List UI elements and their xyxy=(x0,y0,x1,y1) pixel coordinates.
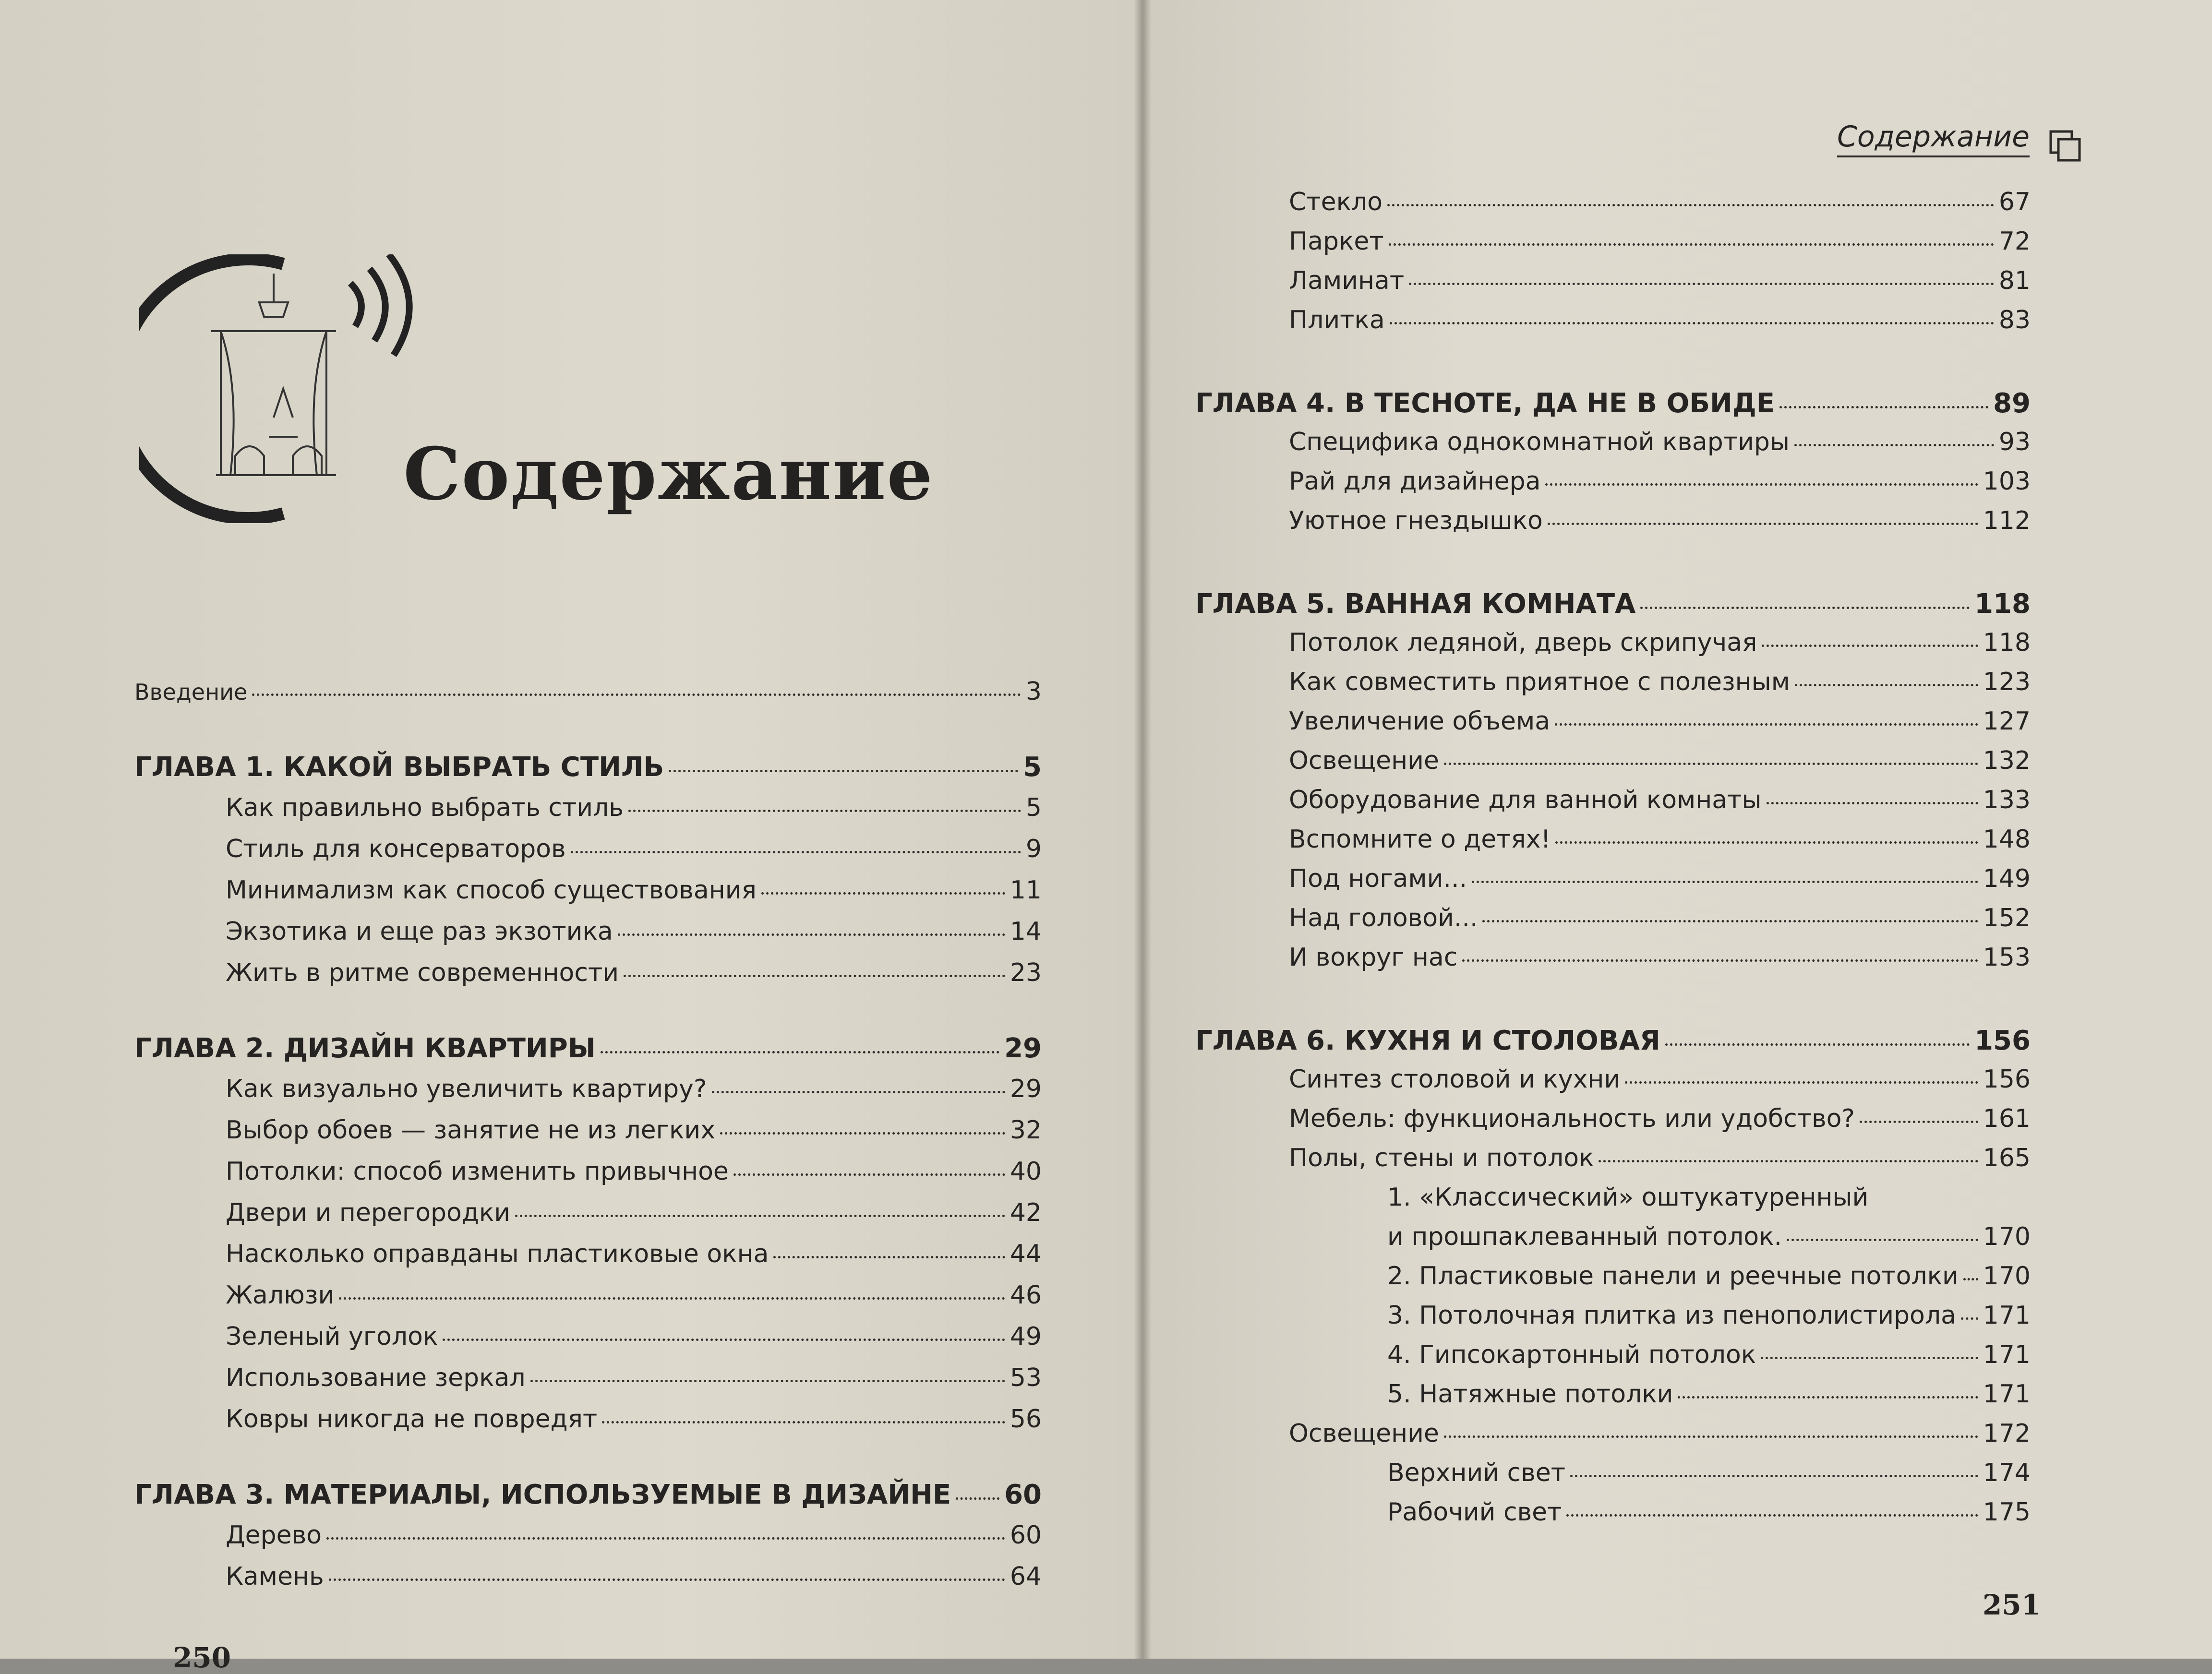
toc-entry xyxy=(1289,308,2031,333)
interior-illustration-icon xyxy=(139,254,427,523)
running-head: Содержание xyxy=(1837,120,2030,157)
dot-leader xyxy=(720,1132,1005,1135)
toc-entry-label: Верхний свет xyxy=(1387,1459,1566,1487)
toc-entry xyxy=(1387,1224,2031,1249)
dot-leader xyxy=(669,770,1018,772)
toc-entry-label: Уютное гнездышко xyxy=(1289,506,1543,535)
toc-entry xyxy=(1289,229,2031,254)
toc-entry xyxy=(1387,1264,2031,1289)
dot-leader xyxy=(1387,204,1994,206)
toc-entry-page: 49 xyxy=(1010,1322,1042,1351)
toc-entry xyxy=(1289,1067,2031,1092)
toc-entry-label: 4. Гипсокартонный потолок xyxy=(1387,1340,1756,1369)
toc-entry xyxy=(1289,469,2031,494)
toc-entry-label: Под ногами... xyxy=(1289,864,1467,893)
toc-entry xyxy=(1289,670,2031,694)
toc-entry-label: ГЛАВА 4. В ТЕСНОТЕ, ДА НЕ В ОБИДЕ xyxy=(1195,388,1775,419)
stacked-squares-icon xyxy=(2049,130,2082,163)
toc-entry-label: и прошпаклеванный потолок. xyxy=(1387,1222,1782,1251)
toc-chapter-entry xyxy=(1195,390,2031,417)
toc-entry xyxy=(1289,630,2031,655)
toc-entry-label: 1. «Классический» оштукатуренный xyxy=(1387,1183,1869,1212)
dot-leader xyxy=(1545,483,1978,486)
toc-entry xyxy=(1289,906,2031,931)
dot-leader xyxy=(1860,1121,1978,1123)
toc-entry-page: 172 xyxy=(1983,1419,2031,1448)
toc-entry-label: Рай для дизайнера xyxy=(1289,467,1541,496)
dot-leader xyxy=(571,851,1021,853)
toc-entry xyxy=(1289,268,2031,293)
toc-entry-page: 127 xyxy=(1983,707,2031,736)
toc-entry-page: 156 xyxy=(1983,1065,2031,1094)
toc-entry-label: ГЛАВА 6. КУХНЯ И СТОЛОВАЯ xyxy=(1195,1025,1660,1056)
toc-entry-label: Зеленый уголок xyxy=(226,1322,438,1351)
dot-leader xyxy=(515,1215,1005,1217)
dot-leader xyxy=(1787,1239,1978,1241)
toc-entry-page: 32 xyxy=(1010,1116,1042,1145)
toc-entry-page: 44 xyxy=(1010,1240,1042,1268)
toc-entry xyxy=(1387,1500,2031,1525)
toc-entry xyxy=(226,919,1042,944)
toc-entry-label: Синтез столовой и кухни xyxy=(1289,1065,1621,1094)
toc-entry-label: Оборудование для ванной комнаты xyxy=(1289,786,1762,814)
toc-entry-page: 156 xyxy=(1974,1025,2031,1056)
toc-entry-page: 132 xyxy=(1983,746,2031,775)
dot-leader xyxy=(1566,1514,1978,1517)
toc-entry xyxy=(226,795,1042,820)
dot-leader xyxy=(601,1051,999,1053)
toc-entry-page: 170 xyxy=(1983,1262,2031,1291)
toc-entry-label: Вспомните о детях! xyxy=(1289,825,1551,854)
toc-entry-page: 103 xyxy=(1983,467,2031,496)
toc-entry xyxy=(226,1324,1042,1349)
toc-entry-label: Дерево xyxy=(226,1521,322,1550)
toc-entry-page: 118 xyxy=(1974,588,2031,620)
toc-entry-label: Как совместить приятное с полезным xyxy=(1289,668,1790,696)
toc-entry xyxy=(1289,866,2031,891)
toc-entry xyxy=(226,1564,1042,1589)
dot-leader xyxy=(1599,1160,1978,1162)
toc-entry xyxy=(1289,430,2031,454)
toc-entry xyxy=(226,1200,1042,1225)
dot-leader xyxy=(339,1297,1005,1300)
toc-entry xyxy=(226,1118,1042,1143)
toc-entry-page: 60 xyxy=(1004,1479,1042,1510)
toc-entry-label: 3. Потолочная плитка из пенополистирола xyxy=(1387,1301,1956,1330)
toc-entry-page: 153 xyxy=(1983,943,2031,972)
dot-leader xyxy=(1794,444,1994,446)
dot-leader xyxy=(1795,684,1978,686)
toc-entry xyxy=(226,1365,1042,1390)
toc-entry xyxy=(226,1523,1042,1548)
toc-entry-page: 56 xyxy=(1010,1405,1042,1434)
toc-entry-page: 171 xyxy=(1983,1301,2031,1330)
dot-leader xyxy=(761,892,1005,895)
dot-leader xyxy=(1767,802,1978,804)
dot-leader xyxy=(1555,723,1978,726)
dot-leader xyxy=(1472,881,1978,883)
toc-entry xyxy=(226,960,1042,985)
dot-leader xyxy=(956,1497,999,1500)
toc-entry-page: 170 xyxy=(1983,1222,2031,1251)
toc-entry-page: 5 xyxy=(1025,793,1042,822)
toc-entry-page: 46 xyxy=(1010,1281,1042,1310)
dot-leader xyxy=(252,694,1021,696)
toc-entry-page: 118 xyxy=(1983,628,2031,657)
toc-entry-label: Освещение xyxy=(1289,1419,1439,1448)
toc-entry xyxy=(1289,190,2031,215)
page-number-right: 251 xyxy=(1983,1589,2041,1621)
toc-entry-page: 133 xyxy=(1983,786,2031,814)
dot-leader xyxy=(733,1173,1005,1176)
toc-entry-label: Освещение xyxy=(1289,746,1439,775)
dot-leader xyxy=(1961,1317,1978,1320)
toc-entry xyxy=(1289,1106,2031,1131)
toc-entry-label: Жалюзи xyxy=(226,1281,335,1310)
toc-entry-page: 42 xyxy=(1010,1198,1042,1227)
toc-entry-page: 174 xyxy=(1983,1459,2031,1487)
toc-entry xyxy=(1387,1460,2031,1485)
dot-leader xyxy=(1678,1396,1978,1399)
toc-entry-label: Камень xyxy=(226,1562,324,1591)
toc-entry xyxy=(226,1242,1042,1267)
dot-leader xyxy=(326,1537,1005,1540)
toc-entry-page: 165 xyxy=(1983,1144,2031,1172)
toc-entry-page: 171 xyxy=(1983,1340,2031,1369)
toc-entry-label: Использование зеркал xyxy=(226,1363,526,1392)
book-gutter xyxy=(1134,0,1151,1659)
toc-entry-label: Над головой... xyxy=(1289,904,1478,933)
toc-entry-label: Как правильно выбрать стиль xyxy=(226,793,624,822)
toc-entry-label: Ламинат xyxy=(1289,266,1405,295)
toc-entry-page: 89 xyxy=(1993,388,2031,419)
dot-leader xyxy=(1409,283,1994,285)
dot-leader xyxy=(1963,1278,1978,1280)
toc-entry xyxy=(1387,1303,2031,1328)
toc-entry-page: 3 xyxy=(1025,677,1042,706)
toc-entry-page: 152 xyxy=(1983,904,2031,933)
dot-leader xyxy=(1390,322,1994,324)
toc-entry-label: Введение xyxy=(134,679,248,705)
toc-entry xyxy=(226,1159,1042,1184)
toc-entry-label: ГЛАВА 2. ДИЗАЙН КВАРТИРЫ xyxy=(134,1033,596,1064)
toc-entry-page: 112 xyxy=(1983,506,2031,535)
toc-entry-page: 29 xyxy=(1010,1075,1042,1103)
toc-entry-label: Стиль для консерваторов xyxy=(226,835,566,863)
toc-entry-page: 123 xyxy=(1983,668,2031,696)
dot-leader xyxy=(329,1578,1005,1581)
toc-chapter-entry xyxy=(1195,1025,2031,1056)
toc-entry-label: Ковры никогда не повредят xyxy=(226,1405,598,1434)
toc-entry-page: 161 xyxy=(1983,1104,2031,1133)
toc-entry-page: 93 xyxy=(1998,428,2031,456)
dot-leader xyxy=(1762,645,1978,647)
dot-leader xyxy=(624,975,1005,977)
page-title: Содержание xyxy=(403,432,934,516)
toc-entry xyxy=(1387,1382,2031,1407)
dot-leader xyxy=(628,810,1021,812)
toc-entry xyxy=(1289,508,2031,533)
toc-chapter-entry xyxy=(134,1479,1042,1510)
toc-entry-label: Мебель: функциональность или удобство? xyxy=(1289,1104,1855,1133)
toc-chapter-entry xyxy=(134,754,1042,781)
toc-entry xyxy=(1289,827,2031,852)
toc-entry-page: 83 xyxy=(1998,306,2031,335)
toc-entry-label: Полы, стены и потолок xyxy=(1289,1144,1594,1172)
page-number-left: 250 xyxy=(173,1641,231,1674)
dot-leader xyxy=(1779,406,1988,408)
toc-entry-page: 64 xyxy=(1010,1562,1042,1591)
toc-entry-label: Стекло xyxy=(1289,188,1383,216)
dot-leader xyxy=(602,1421,1005,1423)
dot-leader xyxy=(1548,523,1978,525)
toc-entry-label: 2. Пластиковые панели и реечные потолки xyxy=(1387,1262,1959,1291)
toc-entry xyxy=(226,1283,1042,1308)
dot-leader xyxy=(1482,920,1978,922)
toc-entry xyxy=(134,679,1042,704)
dot-leader xyxy=(1665,1043,1970,1046)
toc-entry-page: 171 xyxy=(1983,1380,2031,1409)
toc-entry-label: Потолок ледяной, дверь скрипучая xyxy=(1289,628,1757,657)
toc-entry xyxy=(226,1076,1042,1101)
toc-chapter-entry xyxy=(134,1035,1042,1062)
dot-leader xyxy=(1389,243,1994,246)
toc-entry-page: 53 xyxy=(1010,1363,1042,1392)
toc-entry-label: Потолки: способ изменить привычное xyxy=(226,1157,729,1186)
toc-entry-label: Плитка xyxy=(1289,306,1385,335)
toc-entry-label: Рабочий свет xyxy=(1387,1498,1562,1527)
toc-entry-label: Экзотика и еще раз экзотика xyxy=(226,917,613,946)
toc-entry xyxy=(1289,709,2031,734)
toc-entry-page: 5 xyxy=(1023,752,1042,783)
toc-entry xyxy=(1289,1421,2031,1446)
toc-entry-page: 9 xyxy=(1025,835,1042,863)
toc-entry-label: Как визуально увеличить квартиру? xyxy=(226,1075,707,1103)
toc-entry xyxy=(1387,1185,2031,1210)
toc-entry-label: Специфика однокомнатной квартиры xyxy=(1289,428,1790,456)
dot-leader xyxy=(1570,1475,1978,1477)
toc-entry-page: 40 xyxy=(1010,1157,1042,1186)
dot-leader xyxy=(443,1339,1005,1341)
toc-entry-page: 72 xyxy=(1998,227,2031,256)
dot-leader xyxy=(1444,1435,1978,1438)
dot-leader xyxy=(773,1256,1005,1258)
dot-leader xyxy=(530,1380,1005,1382)
dot-leader xyxy=(1761,1357,1978,1359)
toc-entry-page: 81 xyxy=(1998,266,2031,295)
dot-leader xyxy=(1625,1081,1978,1084)
toc-entry xyxy=(226,837,1042,861)
toc-entry xyxy=(1289,945,2031,970)
toc-entry-page: 149 xyxy=(1983,864,2031,893)
dot-leader xyxy=(618,933,1005,936)
toc-entry-page: 11 xyxy=(1010,876,1042,905)
toc-entry-label: Жить в ритме современности xyxy=(226,958,619,987)
toc-entry-label: И вокруг нас xyxy=(1289,943,1458,972)
toc-entry-page: 175 xyxy=(1983,1498,2031,1527)
toc-entry-page: 23 xyxy=(1010,958,1042,987)
toc-entry-page: 148 xyxy=(1983,825,2031,854)
toc-entry xyxy=(1289,748,2031,773)
toc-entry-label: ГЛАВА 5. ВАННАЯ КОМНАТА xyxy=(1195,588,1636,620)
toc-entry-label: ГЛАВА 3. МАТЕРИАЛЫ, ИСПОЛЬЗУЕМЫЕ В ДИЗАЙНЕ xyxy=(134,1479,951,1510)
dot-leader xyxy=(1462,959,1978,962)
toc-entry-label: Минимализм как способ существования xyxy=(226,876,757,905)
toc-entry xyxy=(1289,1146,2031,1171)
toc-chapter-entry xyxy=(1195,588,2031,620)
toc-entry xyxy=(226,878,1042,903)
toc-entry xyxy=(226,1407,1042,1432)
dot-leader xyxy=(712,1091,1005,1093)
toc-entry-label: Паркет xyxy=(1289,227,1384,256)
toc-entry-label: Двери и перегородки xyxy=(226,1198,511,1227)
dot-leader xyxy=(1444,763,1978,765)
toc-entry-page: 60 xyxy=(1010,1521,1042,1550)
toc-entry-label: 5. Натяжные потолки xyxy=(1387,1380,1673,1409)
toc-entry xyxy=(1387,1342,2031,1367)
toc-entry-page: 29 xyxy=(1004,1033,1042,1064)
toc-entry-label: ГЛАВА 1. КАКОЙ ВЫБРАТЬ СТИЛЬ xyxy=(134,752,664,783)
toc-entry xyxy=(1289,788,2031,813)
toc-entry-label: Насколько оправданы пластиковые окна xyxy=(226,1240,769,1268)
toc-entry-page: 14 xyxy=(1010,917,1042,946)
toc-entry-label: Увеличение объема xyxy=(1289,707,1551,736)
toc-entry-page: 67 xyxy=(1998,188,2031,216)
dot-leader xyxy=(1640,607,1970,609)
toc-entry-label: Выбор обоев — занятие не из легких xyxy=(226,1116,715,1145)
dot-leader xyxy=(1555,841,1978,844)
